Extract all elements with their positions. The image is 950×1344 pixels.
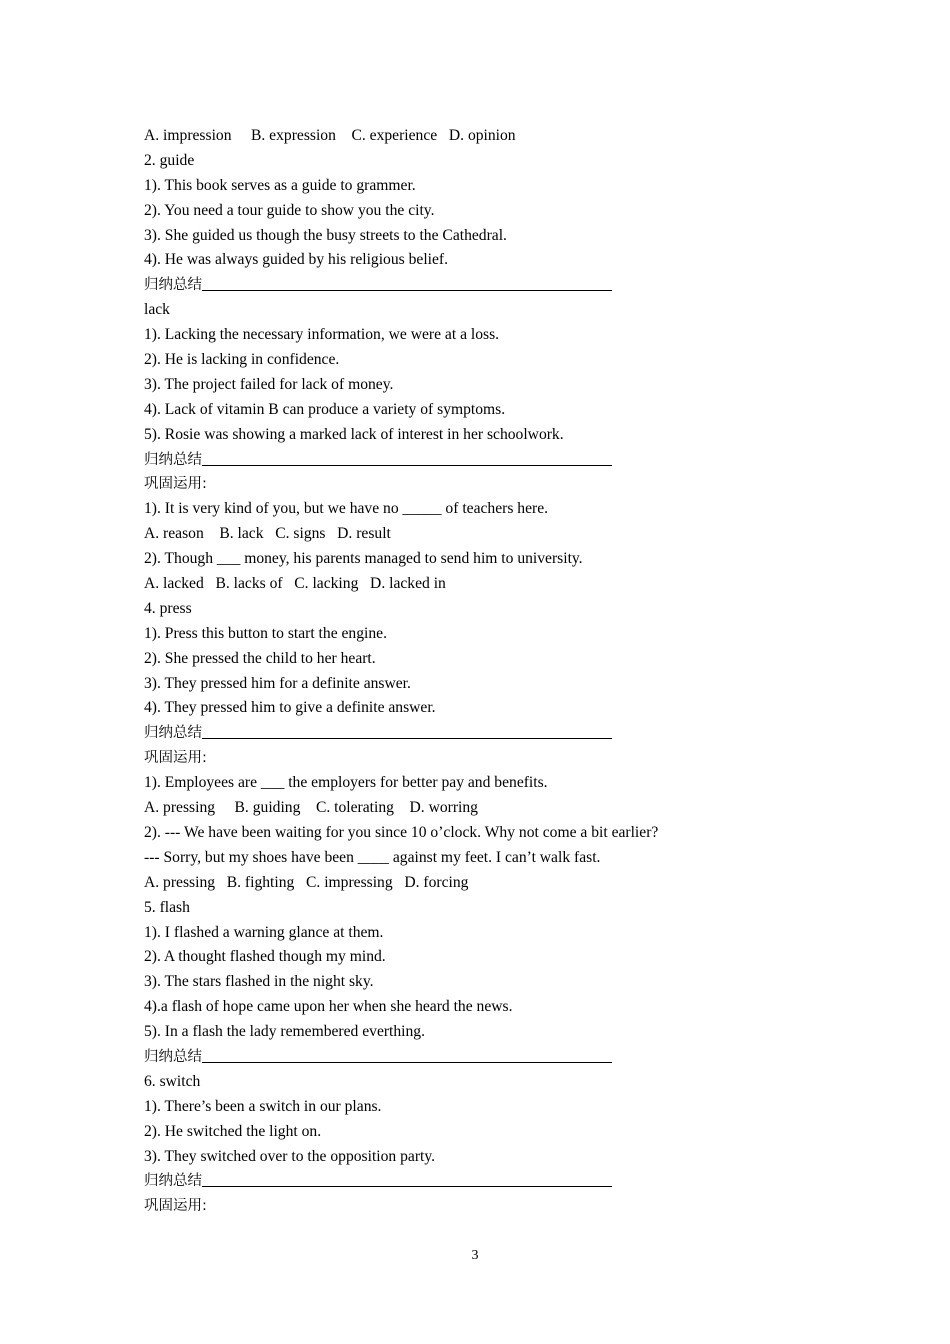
line-text: 2). --- We have been waiting for you since 10 o’clock. Why not come a bit earlier?	[144, 823, 659, 841]
line-text: 1). Employees are ___ the employers for better pay and benefits.	[144, 774, 548, 792]
answer-blank	[202, 722, 612, 739]
line-text: 4). They pressed him to give a definite answer.	[144, 699, 436, 717]
line-text: 1). Press this button to start the engine.	[144, 624, 387, 642]
line-text: 4. press	[144, 599, 192, 617]
text-line	[144, 821, 784, 846]
text-line	[144, 1095, 784, 1120]
text-line	[144, 1194, 784, 1219]
line-text: 2). He is lacking in confidence.	[144, 351, 340, 369]
line-text: 4). Lack of vitamin B can produce a variety of symptoms.	[144, 400, 506, 418]
line-text: A. impression B. expression C. experience D. opinion	[144, 127, 516, 144]
text-line	[144, 871, 784, 896]
summary-line	[144, 1169, 784, 1194]
text-line	[144, 199, 784, 224]
line-text: 5). In a flash the lady remembered everthing.	[144, 1023, 426, 1041]
answer-blank	[202, 1046, 612, 1063]
answer-blank	[202, 449, 612, 466]
text-line	[144, 373, 784, 398]
line-text: 3). The stars flashed in the night sky.	[144, 973, 374, 991]
line-text: 2). You need a tour guide to show you the city.	[144, 201, 435, 219]
text-line	[144, 398, 784, 423]
line-text: 1). It is very kind of you, but we have no _____ of teachers here.	[144, 500, 549, 518]
text-line	[144, 224, 784, 249]
line-text: 3). The project failed for lack of money.	[144, 375, 394, 393]
line-text: --- Sorry, but my shoes have been ____ against my feet. I can’t walk fast.	[144, 848, 601, 866]
line-text: 巩固运用:	[144, 750, 207, 767]
answer-blank	[202, 274, 612, 291]
line-text: 6. switch	[144, 1072, 201, 1090]
text-line	[144, 522, 784, 547]
line-text: 3). She guided us though the busy streets to the Cathedral.	[144, 226, 507, 244]
line-text: 4). He was always guided by his religious belief.	[144, 251, 449, 269]
line-text: 3). They pressed him for a definite answer.	[144, 674, 411, 692]
line-text: A. reason B. lack C. signs D. result	[144, 525, 391, 543]
page-number: 3	[471, 1248, 479, 1263]
text-line	[144, 995, 784, 1020]
text-line	[144, 174, 784, 199]
line-text: 2). He switched the light on.	[144, 1122, 322, 1140]
summary-line	[144, 273, 784, 298]
answer-blank	[202, 1170, 612, 1187]
text-line	[144, 597, 784, 622]
text-line	[144, 124, 784, 149]
summary-label: 归纳总结	[144, 1173, 202, 1190]
line-text: A. pressing B. guiding C. tolerating D. worring	[144, 799, 478, 817]
text-line	[144, 921, 784, 946]
text-line	[144, 472, 784, 497]
summary-label: 归纳总结	[144, 725, 202, 742]
summary-label: 归纳总结	[144, 277, 202, 294]
line-text: 3). They switched over to the opposition party.	[144, 1147, 436, 1165]
line-text: 5). Rosie was showing a marked lack of interest in her schoolwork.	[144, 425, 564, 443]
text-line	[144, 771, 784, 796]
line-text: 1). I flashed a warning glance at them.	[144, 923, 384, 941]
text-line	[144, 248, 784, 273]
line-text: 2. guide	[144, 151, 195, 169]
text-line	[144, 896, 784, 921]
line-text: 巩固运用:	[144, 1198, 207, 1215]
line-text: 1). Lacking the necessary information, we were at a loss.	[144, 326, 500, 344]
line-text: A. pressing B. fighting C. impressing D. forcing	[144, 873, 469, 891]
text-line	[144, 572, 784, 597]
line-text: 2). A thought flashed though my mind.	[144, 948, 386, 966]
summary-label: 归纳总结	[144, 1048, 202, 1065]
text-line	[144, 323, 784, 348]
text-line	[144, 622, 784, 647]
line-text: 巩固运用:	[144, 476, 207, 493]
summary-label: 归纳总结	[144, 451, 202, 468]
text-line	[144, 423, 784, 448]
text-line	[144, 547, 784, 572]
text-line	[144, 348, 784, 373]
text-line	[144, 647, 784, 672]
text-line	[144, 672, 784, 697]
text-line	[144, 1145, 784, 1170]
page-content	[144, 124, 784, 1219]
text-line	[144, 149, 784, 174]
text-line	[144, 696, 784, 721]
text-line	[144, 945, 784, 970]
text-line	[144, 298, 784, 323]
line-text: 1). There’s been a switch in our plans.	[144, 1097, 382, 1115]
line-text: 1). This book serves as a guide to grammer.	[144, 176, 416, 194]
line-text: 2). Though ___ money, his parents managed to send him to university.	[144, 550, 583, 568]
text-line	[144, 746, 784, 771]
line-text: 4).a flash of hope came upon her when she heard the news.	[144, 998, 513, 1016]
text-line	[144, 970, 784, 995]
line-text: 2). She pressed the child to her heart.	[144, 649, 376, 667]
text-line	[144, 1070, 784, 1095]
text-line	[144, 497, 784, 522]
text-line	[144, 1020, 784, 1045]
line-text: lack	[144, 301, 170, 319]
text-line	[144, 796, 784, 821]
line-text: A. lacked B. lacks of C. lacking D. lacked in	[144, 575, 446, 593]
line-text: 5. flash	[144, 898, 190, 916]
summary-line	[144, 448, 784, 473]
text-line	[144, 1120, 784, 1145]
summary-line	[144, 721, 784, 746]
text-line	[144, 846, 784, 871]
summary-line	[144, 1045, 784, 1070]
